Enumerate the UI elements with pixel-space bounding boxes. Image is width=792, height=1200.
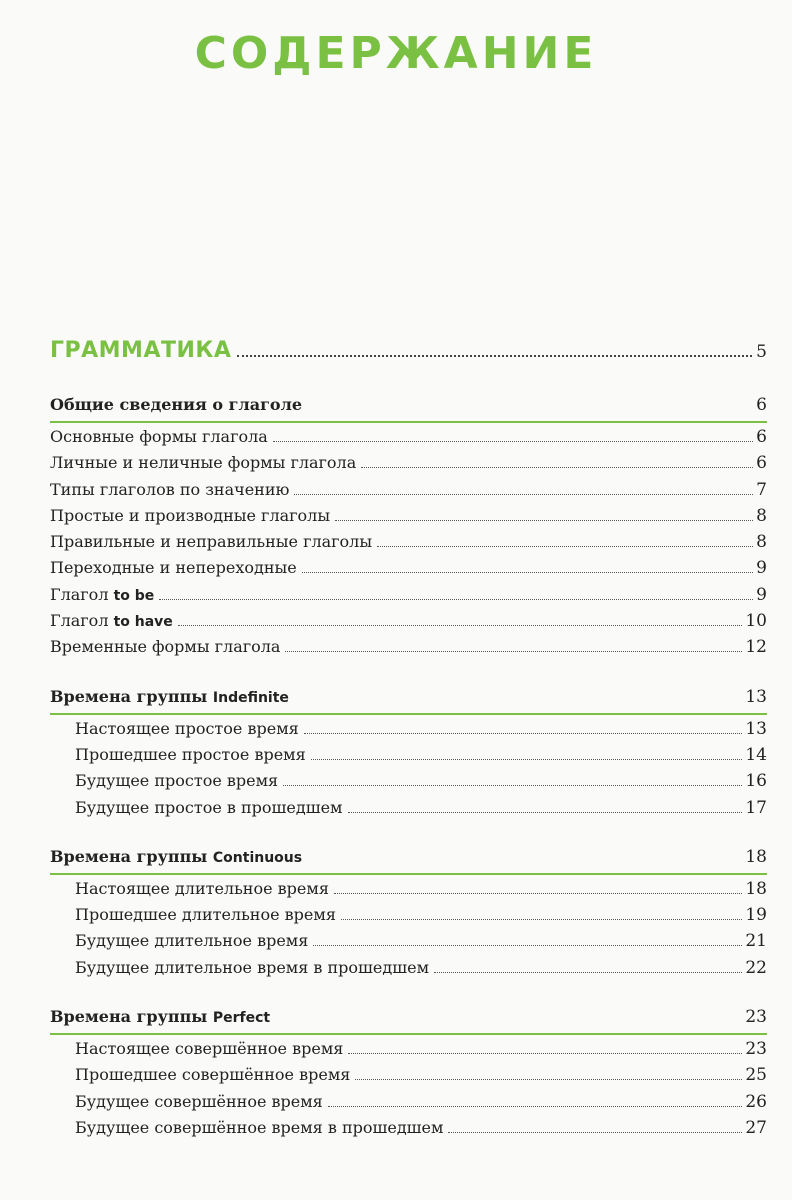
- entry-label: [75, 1092, 323, 1111]
- dot-leader: [328, 1106, 743, 1107]
- entry-label: [75, 798, 343, 817]
- entry-label-text: Будущее простое время: [75, 771, 279, 791]
- entry-page-number: 25: [745, 1065, 767, 1086]
- section-title: ГРАММАТИКА: [50, 338, 232, 363]
- toc-group-heading[interactable]: [50, 847, 767, 875]
- entry-label: [50, 453, 356, 472]
- entry-page-number: 9: [756, 558, 767, 579]
- toc-group-heading[interactable]: [50, 1007, 767, 1035]
- entry-label-text: Настоящее совершённое время: [75, 1039, 344, 1059]
- section-page-number: 5: [756, 342, 767, 362]
- toc-entries: [50, 875, 767, 984]
- dot-leader: [348, 812, 743, 813]
- entry-page-number: 16: [745, 771, 767, 792]
- entry-label: [50, 532, 372, 551]
- toc-entry[interactable]: [50, 637, 767, 663]
- group-title-text: Времена группы: [50, 846, 213, 866]
- toc-group: [50, 1007, 767, 1144]
- entry-label-text: Глагол: [50, 611, 114, 631]
- entry-label-text: Правильные и неправильные глаголы: [50, 532, 373, 552]
- toc-group: [50, 395, 767, 664]
- entry-page-number: 10: [745, 611, 767, 632]
- entry-page-number: 6: [756, 453, 767, 474]
- entry-label-text: Прошедшее совершённое время: [75, 1065, 351, 1085]
- toc-entry[interactable]: [50, 719, 767, 745]
- entry-page-number: 17: [745, 797, 767, 818]
- entry-label-text: Будущее совершённое время: [75, 1091, 323, 1111]
- dot-leader: [355, 1079, 742, 1080]
- entry-label: [75, 1118, 443, 1137]
- group-title: [50, 847, 302, 866]
- toc-entry[interactable]: [50, 453, 767, 479]
- toc-entry[interactable]: [50, 1039, 767, 1065]
- toc-entry[interactable]: [50, 771, 767, 797]
- group-page-number: 13: [745, 686, 767, 707]
- entry-label: [75, 879, 329, 898]
- entry-label-text: Настоящее простое время: [75, 718, 299, 738]
- entry-page-number: 6: [756, 427, 767, 447]
- dot-leader: [285, 651, 742, 652]
- dot-leader: [311, 759, 743, 760]
- entry-label: [50, 558, 297, 577]
- table-of-contents: [50, 338, 767, 1144]
- entry-page-number: 8: [756, 505, 767, 526]
- toc-group-heading[interactable]: [50, 687, 767, 715]
- entry-label: [50, 480, 289, 499]
- toc-entry[interactable]: [50, 480, 767, 506]
- entry-label-text: Глагол: [50, 584, 114, 604]
- toc-entry[interactable]: [50, 611, 767, 637]
- entry-label-text: Личные и неличные формы глагола: [50, 453, 357, 473]
- entry-label-text: Будущее простое в прошедшем: [75, 797, 343, 817]
- entry-label-text: Простые и производные глаголы: [50, 505, 331, 525]
- entry-label: [50, 637, 280, 656]
- toc-entry[interactable]: [50, 879, 767, 905]
- entry-label: [75, 771, 278, 790]
- entry-label-english: to be: [113, 587, 155, 604]
- entry-label-text: Переходные и непереходные: [50, 558, 297, 578]
- toc-entry[interactable]: [50, 1092, 767, 1118]
- toc-entry[interactable]: [50, 506, 767, 532]
- dot-leader: [348, 1053, 742, 1054]
- entry-label: [75, 958, 429, 977]
- toc-entries: [50, 1035, 767, 1144]
- group-title: [50, 687, 289, 706]
- entry-page-number: 22: [745, 957, 767, 978]
- group-title-text: Времена группы: [50, 686, 213, 706]
- toc-groups: [50, 395, 767, 1144]
- dot-leader: [294, 494, 753, 495]
- entry-page-number: 9: [756, 584, 767, 605]
- entry-label-text: Типы глаголов по значению: [50, 479, 290, 499]
- dot-leader: [434, 972, 742, 973]
- entry-label: [75, 931, 308, 950]
- entry-label: [50, 611, 173, 630]
- entry-label-text: Прошедшее длительное время: [75, 905, 336, 925]
- group-title-text: Общие сведения о глаголе: [50, 395, 303, 414]
- toc-section-grammar[interactable]: [50, 338, 767, 372]
- toc-entry[interactable]: [50, 931, 767, 957]
- group-page-number: 6: [756, 395, 767, 415]
- entry-label: [50, 427, 268, 446]
- page-title: СОДЕРЖАНИЕ: [194, 28, 598, 79]
- toc-entry[interactable]: [50, 558, 767, 584]
- dot-leader: [334, 893, 742, 894]
- entry-page-number: 18: [745, 878, 767, 899]
- dot-leader: [178, 625, 743, 626]
- dot-leader: [335, 520, 753, 521]
- group-title-english: Perfect: [212, 1010, 271, 1027]
- entry-label-text: Прошедшее простое время: [75, 744, 306, 764]
- entry-label: [75, 1039, 343, 1058]
- entry-page-number: 13: [745, 718, 767, 739]
- group-title-text: Времена группы: [50, 1007, 213, 1027]
- toc-entry[interactable]: [50, 585, 767, 611]
- dot-leader: [237, 355, 752, 357]
- entry-label-text: Будущее длительное время: [75, 931, 309, 951]
- entry-page-number: 26: [745, 1091, 767, 1112]
- toc-group: [50, 687, 767, 824]
- toc-entry[interactable]: [50, 1065, 767, 1091]
- dot-leader: [273, 441, 753, 442]
- toc-group: [50, 847, 767, 984]
- entry-page-number: 27: [745, 1117, 767, 1138]
- entry-label: [75, 745, 306, 764]
- entry-label-text: Настоящее длительное время: [75, 878, 329, 898]
- toc-entry[interactable]: [50, 798, 767, 824]
- toc-entry[interactable]: [50, 427, 767, 453]
- toc-entry[interactable]: [50, 745, 767, 771]
- dot-leader: [159, 599, 753, 600]
- entry-label: [75, 719, 299, 738]
- group-title-english: Continuous: [212, 849, 303, 866]
- toc-group-heading[interactable]: [50, 395, 767, 423]
- entry-page-number: 21: [745, 931, 767, 952]
- group-title: [50, 1007, 270, 1026]
- group-page-number: 23: [745, 1007, 767, 1028]
- dot-leader: [361, 467, 753, 468]
- dot-leader: [448, 1132, 742, 1133]
- dot-leader: [283, 785, 742, 786]
- entry-label-text: Временные формы глагола: [50, 637, 281, 657]
- toc-entry[interactable]: [50, 1118, 767, 1144]
- entry-label: [50, 585, 154, 604]
- entry-page-number: 8: [756, 532, 767, 553]
- entry-page-number: 12: [745, 637, 767, 658]
- group-title-english: Indefinite: [212, 689, 289, 706]
- entry-label-text: Будущее совершённое время в прошедшем: [75, 1117, 444, 1137]
- dot-leader: [302, 572, 753, 573]
- toc-entry[interactable]: [50, 532, 767, 558]
- entry-label-text: Будущее длительное время в прошедшем: [75, 957, 430, 977]
- toc-entries: [50, 715, 767, 824]
- toc-entries: [50, 423, 767, 664]
- dot-leader: [377, 546, 753, 547]
- entry-label: [50, 506, 330, 525]
- toc-entry[interactable]: [50, 905, 767, 931]
- entry-page-number: 14: [745, 744, 767, 765]
- entry-label: [75, 905, 336, 924]
- group-page-number: 18: [745, 846, 767, 867]
- dot-leader: [341, 919, 742, 920]
- dot-leader: [304, 733, 743, 734]
- entry-page-number: 19: [745, 905, 767, 926]
- entry-label-text: Основные формы глагола: [50, 427, 268, 446]
- toc-entry[interactable]: [50, 958, 767, 984]
- group-title: [50, 395, 302, 414]
- entry-page-number: 7: [756, 479, 767, 500]
- entry-label: [75, 1065, 350, 1084]
- entry-page-number: 23: [745, 1039, 767, 1060]
- dot-leader: [313, 945, 742, 946]
- entry-label-english: to have: [113, 614, 173, 631]
